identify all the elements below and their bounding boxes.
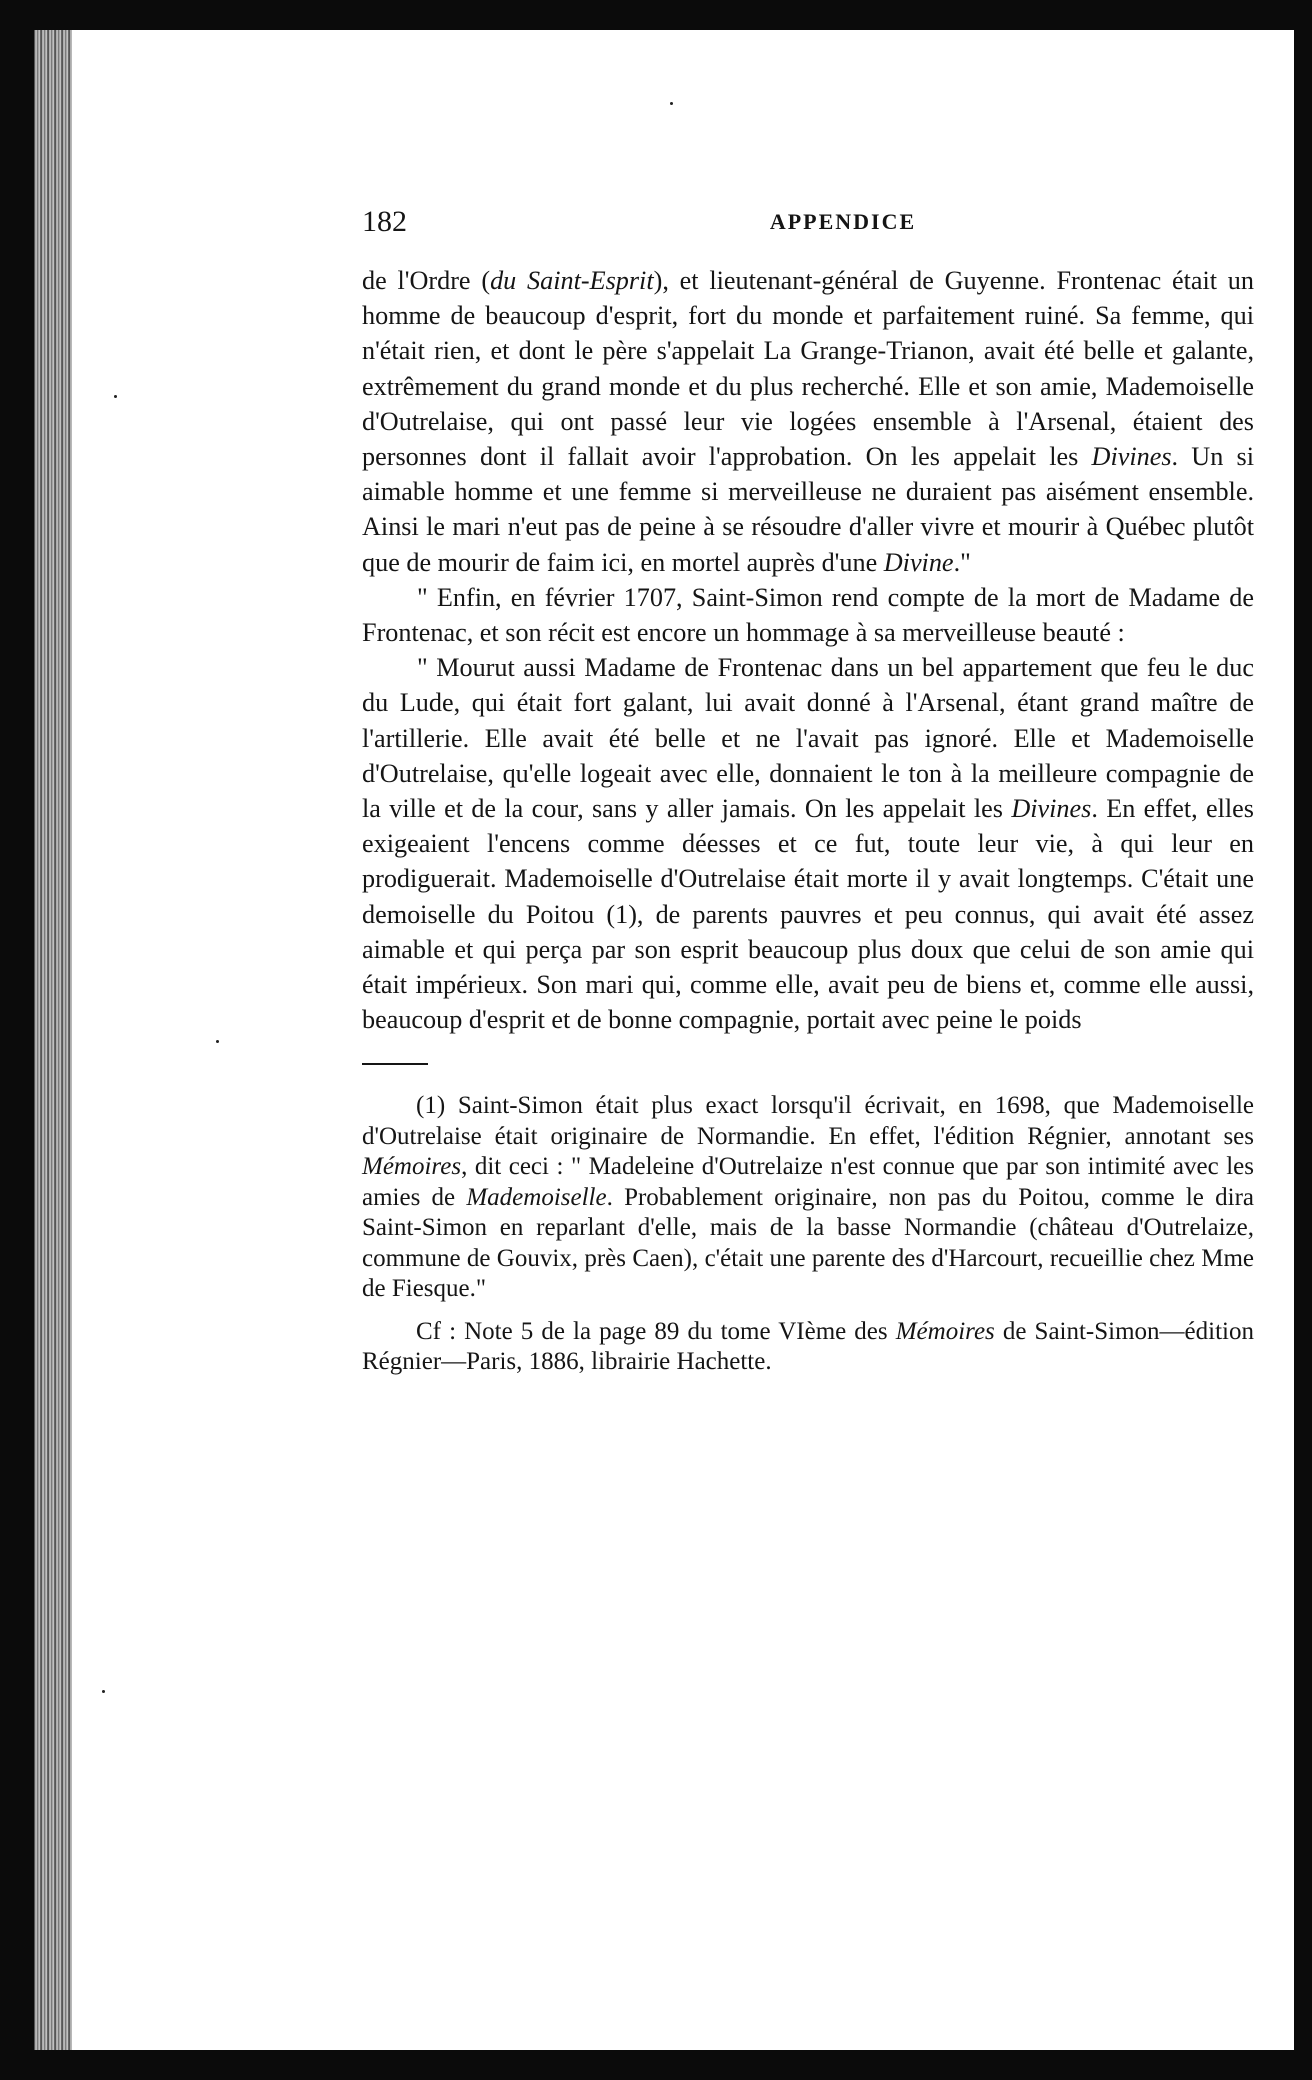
italic-text: Divine [883,547,954,577]
text-span: ), et lieutenant-général de Guyenne. Frontenac était un homme de beaucoup d'esprit, fort du monde et parfaitement ruiné. Sa femme, qui n'était rien, et dont le père s'appelait La Grange-Trianon, avait été belle et galante, extrêmement du grand monde et du plus recherché. Elle et son amie, Mademoiselle d'Outrelaise, qui ont passé leur vie logées ensemble à l'Arsenal, étaient des personnes dont il fallait avoir l'approbation. On les appelait les [362,266,1254,472]
italic-text: Mademoiselle [466,1183,607,1211]
italic-text: Divines [1011,794,1092,824]
italic-text: du Saint-Esprit [490,266,654,295]
speck-mark [102,1690,105,1693]
footnotes [362,1091,1254,1378]
footnote-reference [362,1317,1254,1378]
footnote [362,1091,1254,1305]
italic-text: Mémoires [362,1153,462,1181]
book-page [72,30,1294,2050]
text-block [362,205,1254,1378]
paragraph: " Enfin, en février 1707, Saint-Simon rend compte de la mort de Madame de Frontenac, et son récit est encore un hommage à sa merveilleuse beauté : [362,582,1254,648]
text-span: . Un si aimable homme et une femme si merveilleuse ne duraient pas aisément ensemble. Ainsi le mari n'eut pas de peine à se résoudre d'aller vivre et mourir à Québec plutôt que de mourir de faim ici, en mortel auprès d'une [362,442,1254,577]
page-number: 182 [362,205,407,238]
paragraph [362,263,1254,580]
text-span: Cf : Note 5 de la page 89 du tome VIème des [416,1317,896,1345]
text-span: , dit ceci : " Madeleine d'Outrelaize n'est connue que par son intimité avec les amies de [362,1153,1254,1211]
speck-mark [670,102,673,105]
text-span: ." [953,547,971,577]
quoted-paragraph [362,650,1254,1037]
italic-text: Mémoires [895,1317,995,1345]
text-span: de Saint-Simon—édition Régnier—Paris, 1886, librairie Hachette. [362,1317,1254,1376]
book-page-edges [34,30,74,2050]
footnote-rule [362,1063,428,1065]
text-span: . Probablement originaire, non pas du Poitou, comme le dira Saint-Simon en reparlant d'elle, mais de la basse Normandie (château d'Outrelaize, commune de Gouvix, près Caen), c'était une parente des d'Harcourt, recueillie chez Mme de Fiesque." [362,1183,1254,1303]
speck-mark [114,395,117,398]
body-text [362,263,1254,1037]
text-span: de l'Ordre ( [362,266,491,295]
italic-text: Divines [1091,442,1172,472]
text-span: " Mourut aussi Madame de Frontenac dans un bel appartement que feu le duc du Lude, qui était fort galant, lui avait donné à l'Arsenal, étant grand maître de l'artillerie. Elle avait été belle et ne l'avait pas ignoré. Elle et Mademoiselle d'Outrelaise, qu'elle logeait avec elle, donnaient le ton à la meilleure compagnie de la ville et de la cour, sans y aller jamais. On les appelait les [362,653,1254,824]
text-span: (1) Saint-Simon était plus exact lorsqu'il écrivait, en 1698, que Mademoiselle d'Outrelaise était originaire de Normandie. En effet, l'édition Régnier, annotant ses [362,1092,1254,1150]
running-head [362,205,1254,245]
running-title: APPENDICE [769,209,917,234]
text-span: . En effet, elles exigeaient l'encens comme déesses et ce fut, toute leur vie, à qui leur en prodiguerait. Mademoiselle d'Outrelaise était morte il y avait longtemps. C'était une demoiselle du Poitou (1), de parents pauvres et peu connus, qui avait été assez aimable et qui perça par son esprit beaucoup plus doux que celui de son amie qui était impérieux. Son mari qui, comme elle, avait peu de biens et, comme elle aussi, beaucoup d'esprit et de bonne compagnie, portait avec peine le poids [362,794,1254,1035]
speck-mark [216,1040,219,1043]
